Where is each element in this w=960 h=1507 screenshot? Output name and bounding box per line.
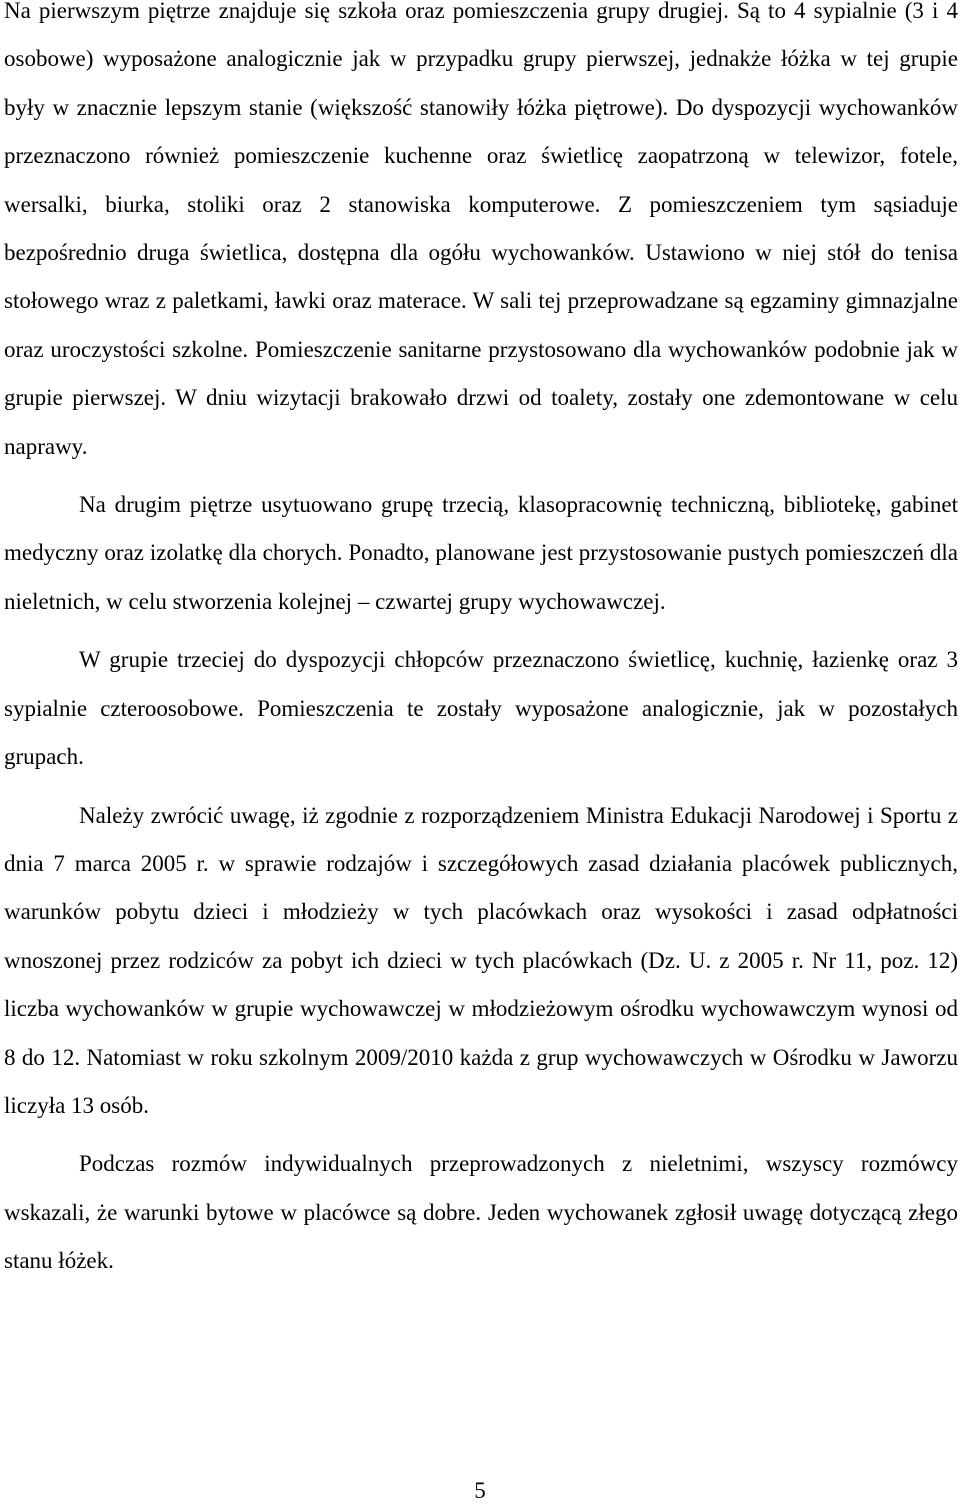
paragraph-group-three: W grupie trzeciej do dyspozycji chłopców przeznaczono świetlicę, kuchnię, łazienkę oraz 3 sypialnie czteroosobowe. Pomieszczenia te zostały wyposażone analogicznie, jak w pozostałych grupach. (4, 647, 958, 770)
page-number: 5 (474, 1478, 486, 1503)
paragraph-first-floor: Na pierwszym piętrze znajduje się szkoła oraz pomieszczenia grupy drugiej. Są to 4 sypialnie (3 i 4 osobowe) wyposażone analogicznie jak w przypadku grupy pierwszej, jednakże łóżka w tej grupie były w znacznie lepszym stanie (większość stanowiły łóżka piętrowe). Do dyspozycji wychowanków przeznaczono również pomieszczenie kuchenne oraz świetlicę zaopatrzoną w telewizor, fotele, wersalki, biurka, stoliki oraz 2 stanowiska komputerowe. Z pomieszczeniem tym sąsiaduje bezpośrednio druga świetlica, dostępna dla ogółu wychowanków. Ustawiono w niej stół do tenisa stołowego wraz z paletkami, ławki oraz materace. W sali tej przeprowadzane są egzaminy gimnazjalne oraz uroczystości szkolne. Pomieszczenie sanitarne przystosowano dla wychowanków podobnie jak w grupie pierwszej. W dniu wizytacji brakowało drzwi od toalety, zostały one zdemontowane w celu naprawy. (4, 0, 958, 459)
paragraph-interviews: Podczas rozmów indywidualnych przeprowadzonych z nieletnimi, wszyscy rozmówcy wskazali, że warunki bytowe w placówce są dobre. Jeden wychowanek zgłosił uwagę dotyczącą złego stanu łóżek. (4, 1151, 958, 1274)
paragraph-second-floor: Na drugim piętrze usytuowano grupę trzecią, klasopracownię techniczną, bibliotekę, gabinet medyczny oraz izolatkę dla chorych. Ponadto, planowane jest przystosowanie pustych pomieszczeń dla nieletnich, w celu stworzenia kolejnej – czwartej grupy wychowawczej. (4, 492, 958, 614)
paragraph-regulation: Należy zwrócić uwagę, iż zgodnie z rozporządzeniem Ministra Edukacji Narodowej i Sportu z dnia 7 marca 2005 r. w sprawie rodzajów i szczegółowych zasad działania placówek publicznych, warunków pobytu dzieci i młodzieży w tych placówkach oraz wysokości i zasad odpłatności wnoszonej przez rodziców za pobyt ich dzieci w tych placówkach (Dz. U. z 2005 r. Nr 11, poz. 12) liczba wychowanków w grupie wychowawczej w młodzieżowym ośrodku wychowawczym wynosi od 8 do 12. Natomiast w roku szkolnym 2009/2010 każda z grup wychowawczych w Ośrodku w Jaworzu liczyła 13 osób. (4, 802, 958, 1118)
document-page (4, 0, 958, 1286)
